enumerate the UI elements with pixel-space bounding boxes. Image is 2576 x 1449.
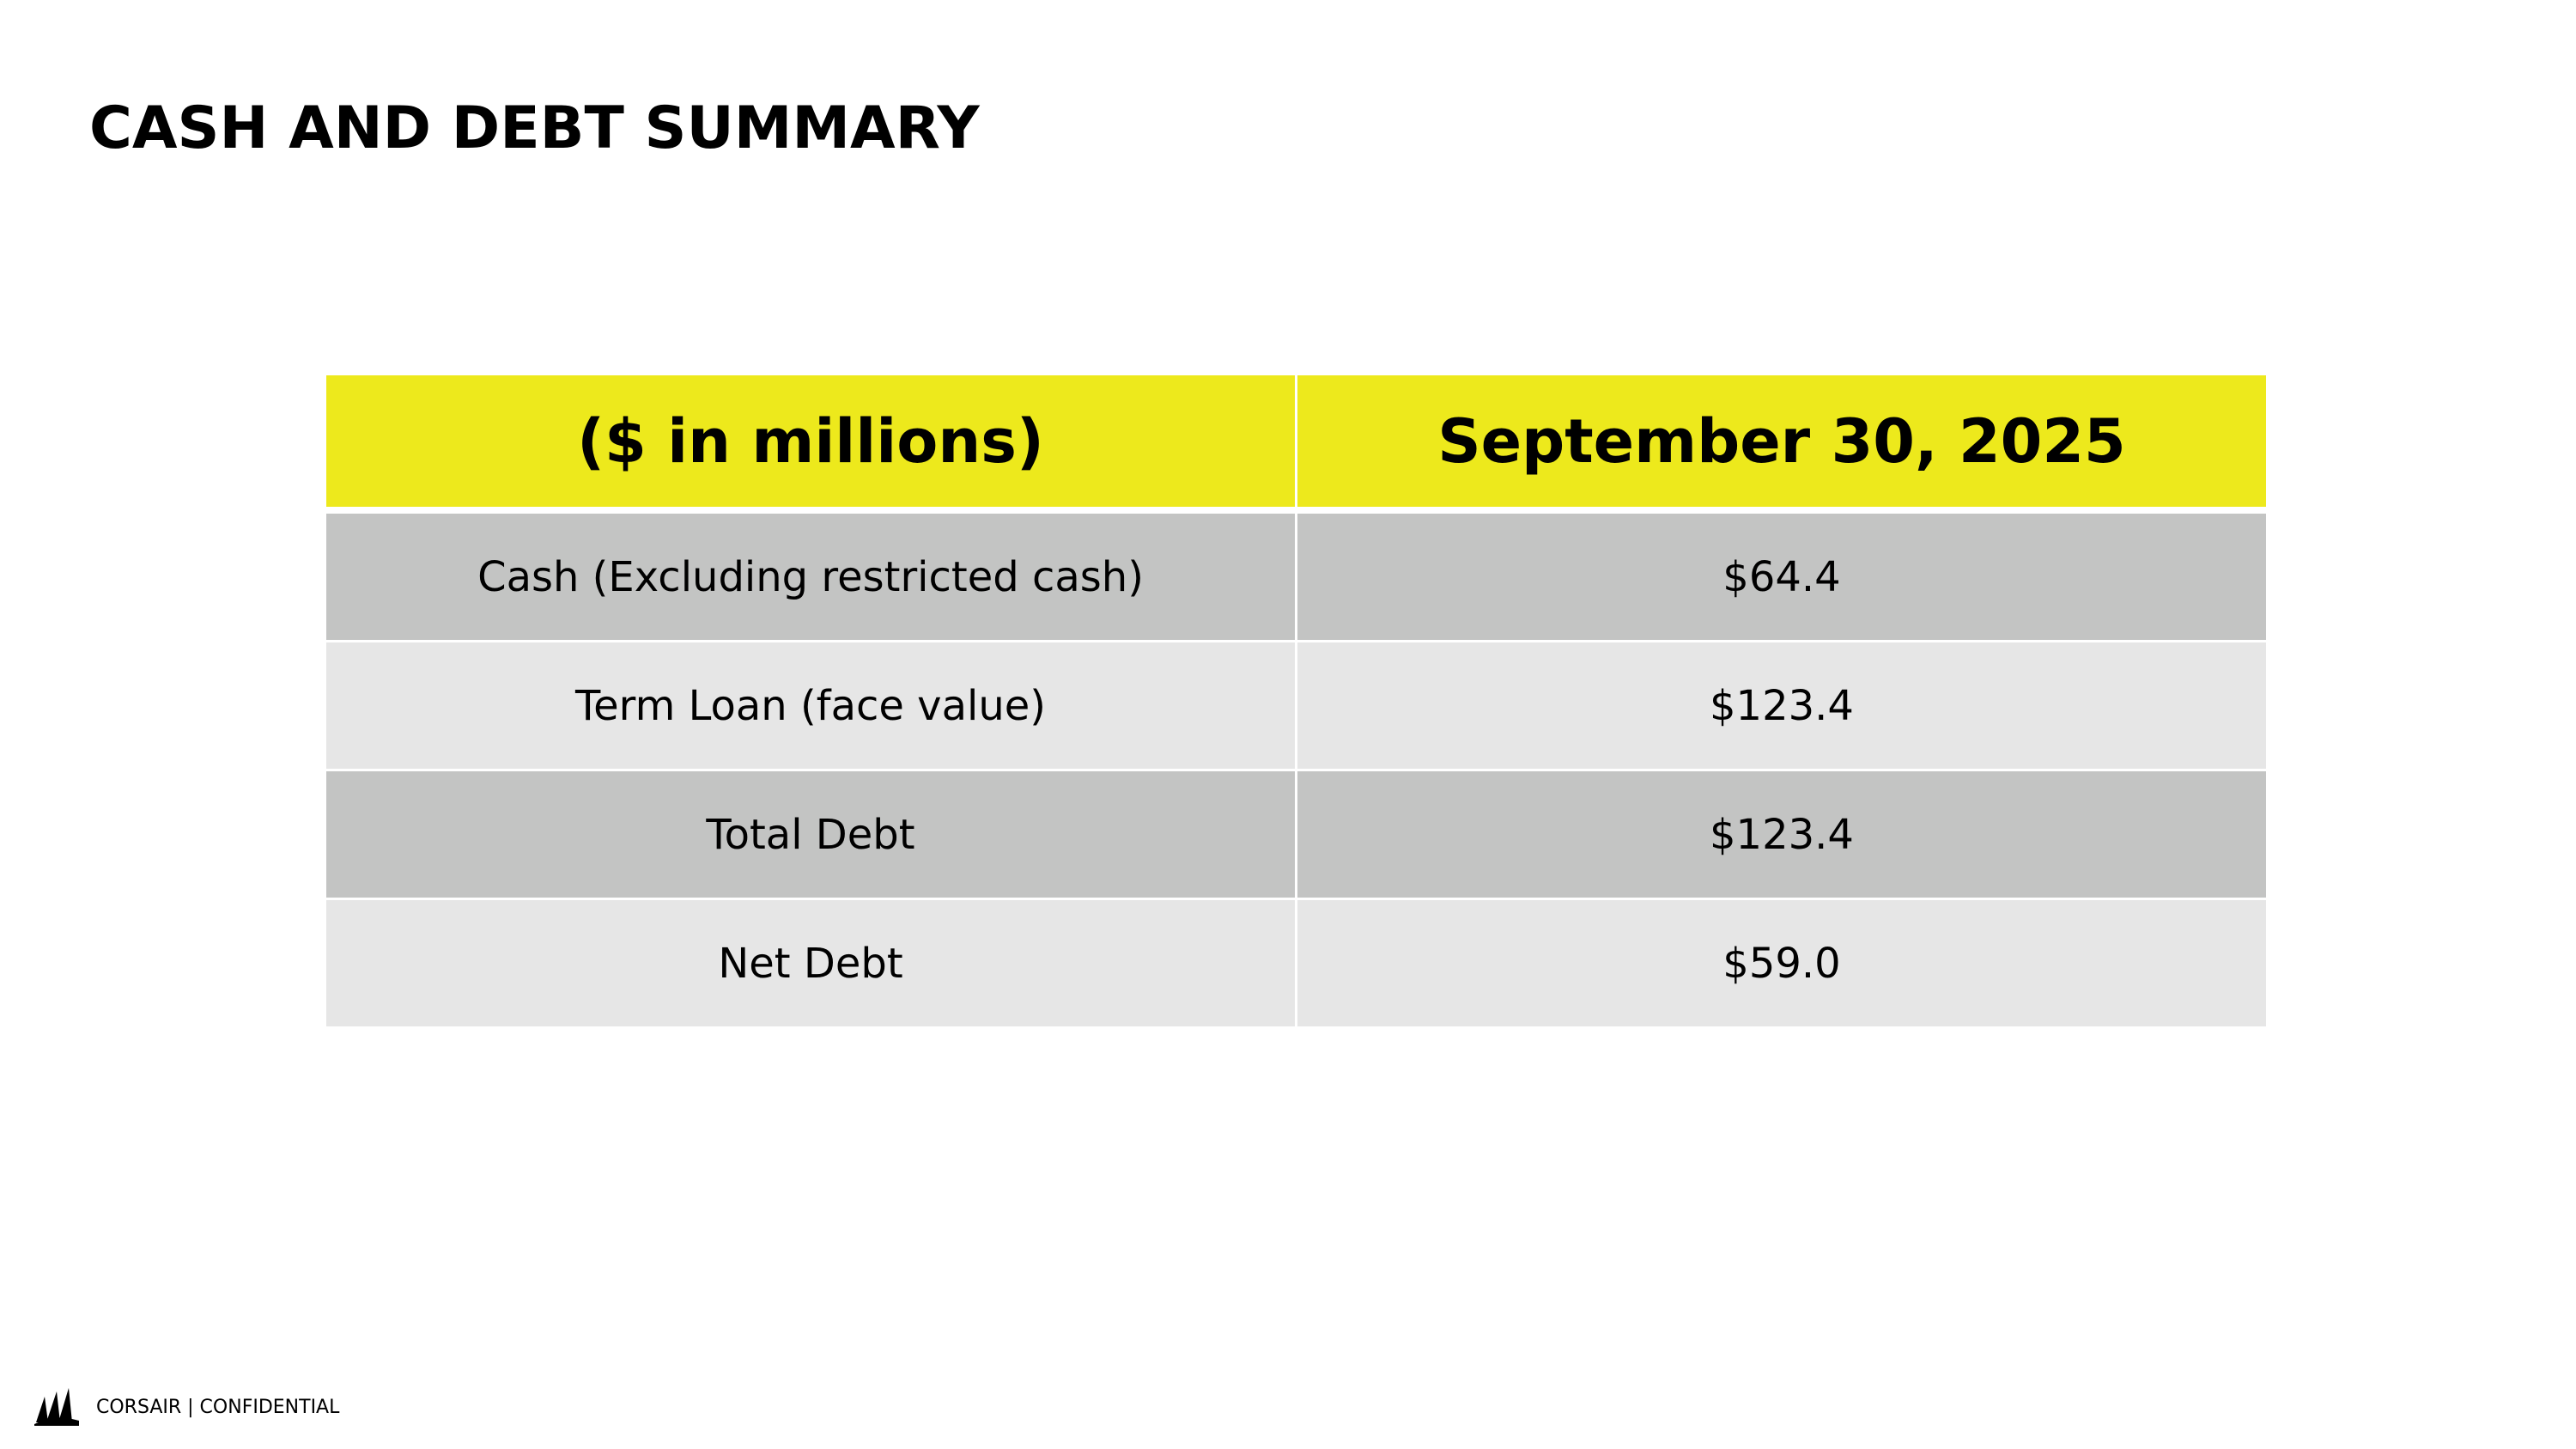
table-header-row [325,375,2268,510]
row-value: $64.4 [1297,510,2268,642]
table-row [325,642,2268,770]
table-row [325,770,2268,899]
row-label: Net Debt [325,899,1297,1028]
footer-text: CORSAIR | CONFIDENTIAL [96,1396,340,1418]
table-row [325,899,2268,1028]
corsair-sails-icon [34,1388,79,1426]
table-row [325,510,2268,642]
header-date: September 30, 2025 [1297,375,2268,510]
slide-title: CASH AND DEBT SUMMARY [89,94,980,162]
footer [34,1386,339,1428]
row-value: $59.0 [1297,899,2268,1028]
row-label: Total Debt [325,770,1297,899]
row-value: $123.4 [1297,642,2268,770]
row-label: Cash (Excluding restricted cash) [325,510,1297,642]
row-label: Term Loan (face value) [325,642,1297,770]
header-units: ($ in millions) [325,375,1297,510]
row-value: $123.4 [1297,770,2268,899]
cash-debt-table [324,375,2269,1029]
